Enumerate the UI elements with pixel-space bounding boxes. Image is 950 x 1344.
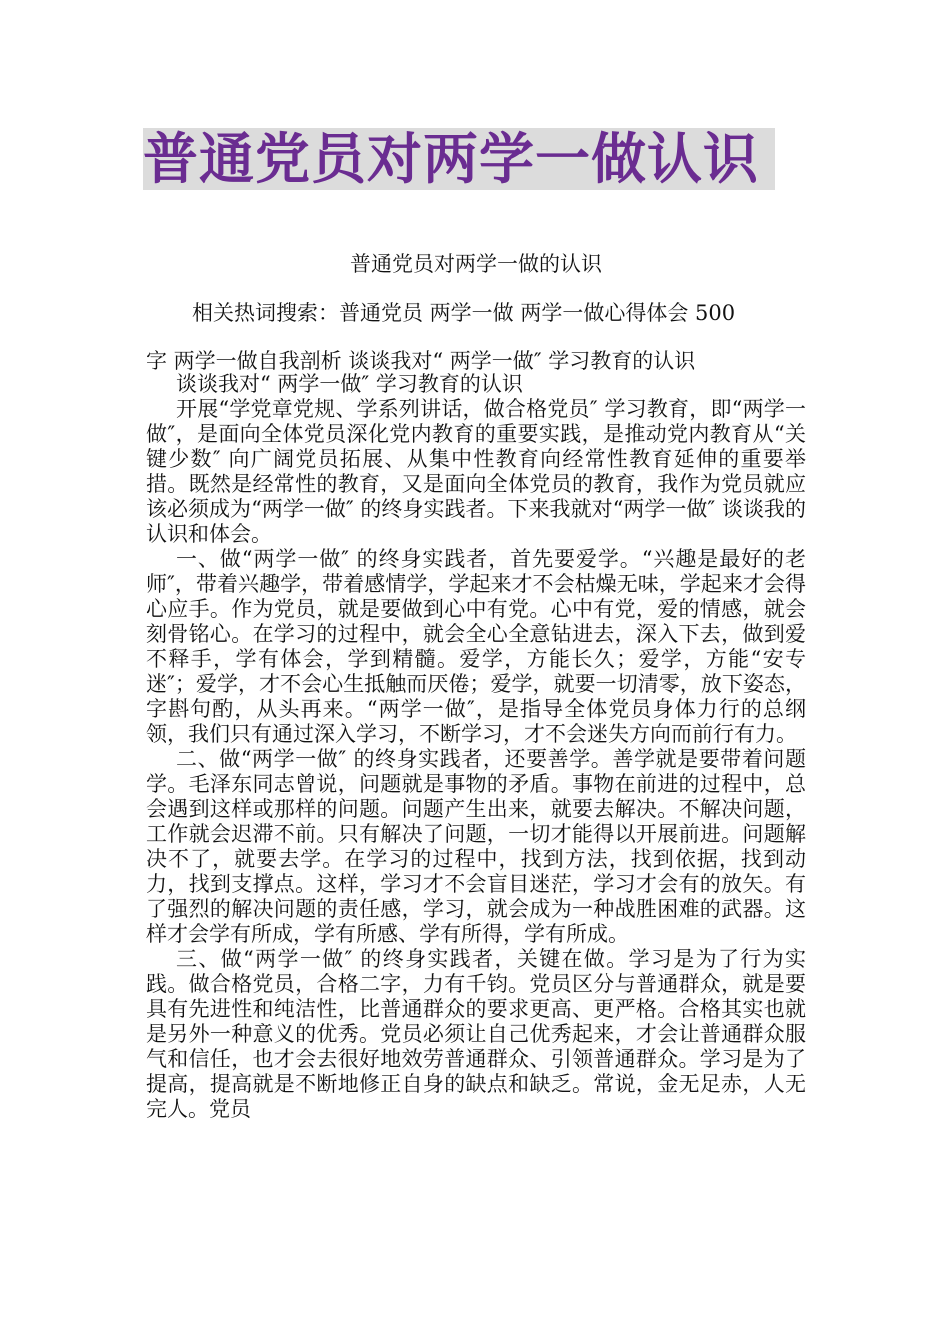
keywords-block <box>146 289 806 385</box>
paragraph-point-three: 三、做“两学一做″ 的终身实践者，关键在做。学习是为了行为实践。做合格党员，合格二字，力有千钧。党员区分与普通群众，就是要具有先进性和纯洁性，比普通群众的要求更高、更严格。合格其实也就是另外一种意义的优秀。党员必须让自己优秀起来，才会让普通群众服气和信任，也才会去很好地效劳普通群众、引领普通群众。学习是为了提高，提高就是不断地修正自身的缺点和缺乏。常说，金无足赤，人无完人。党员 <box>146 947 806 1121</box>
document-subtitle: 普通党员对两学一做的认识 <box>350 252 602 276</box>
paragraph-heading: 谈谈我对“ 两学一做″ 学习教育的认识 <box>176 372 523 396</box>
paragraph-intro: 开展“学党章党规、学系列讲话，做合格党员″ 学习教育，即“两学一做″，是面向全体党员深化党内教育的重要实践，是推动党内教育从“关键少数″ 向广阔党员拓展、从集中性教育向经常性教育延伸的重要举措。既然是经常性的教育，又是面向全体党员的教育，我作为党员就应该必须成为“两学一做″ 的终身实践者。下来我就对“两学一做″ 谈谈我的认识和体会。 <box>146 397 806 546</box>
title-highlight <box>143 128 775 190</box>
document-title: 普通党员对两学一做认识 <box>143 128 760 190</box>
document-body <box>146 372 806 1122</box>
keywords-line-1: 相关热词搜索：普通党员 两学一做 两学一做心得体会 500 <box>192 301 736 325</box>
keywords-line-2: 字 两学一做自我剖析 谈谈我对“ 两学一做″ 学习教育的认识 <box>146 349 696 373</box>
paragraph-point-one: 一、做“两学一做″ 的终身实践者，首先要爱学。“兴趣是最好的老师″，带着兴趣学，带着感情学，学起来才不会枯燥无味，学起来才会得心应手。作为党员，就是要做到心中有党。心中有党，爱的情感，就会刻骨铭心。在学习的过程中，就会全心全意钻进去，深入下去，做到爱不释手，学有体会，学到精髓。爱学，方能长久；爱学，方能“安专迷″；爱学，才不会心生抵触而厌倦；爱学，就要一切清零，放下姿态，字斟句酌，从头再来。“两学一做″，是指导全体党员身体力行的总纲领，我们只有通过深入学习，不断学习，才不会迷失方向而前行有力。 <box>146 547 806 746</box>
paragraph-point-two: 二、做“两学一做″ 的终身实践者，还要善学。善学就是要带着问题学。毛泽东同志曾说，问题就是事物的矛盾。事物在前进的过程中，总会遇到这样或那样的问题。问题产生出来，就要去解决。不解决问题，工作就会迟滞不前。只有解决了问题，一切才能得以开展前进。问题解决不了，就要去学。在学习的过程中，找到方法，找到依据，找到动力，找到支撑点。这样，学习才不会盲目迷茫，学习才会有的放矢。有了强烈的解决问题的责任感，学习，就会成为一种战胜困难的武器。这样才会学有所成，学有所感、学有所得，学有所成。 <box>146 747 806 946</box>
